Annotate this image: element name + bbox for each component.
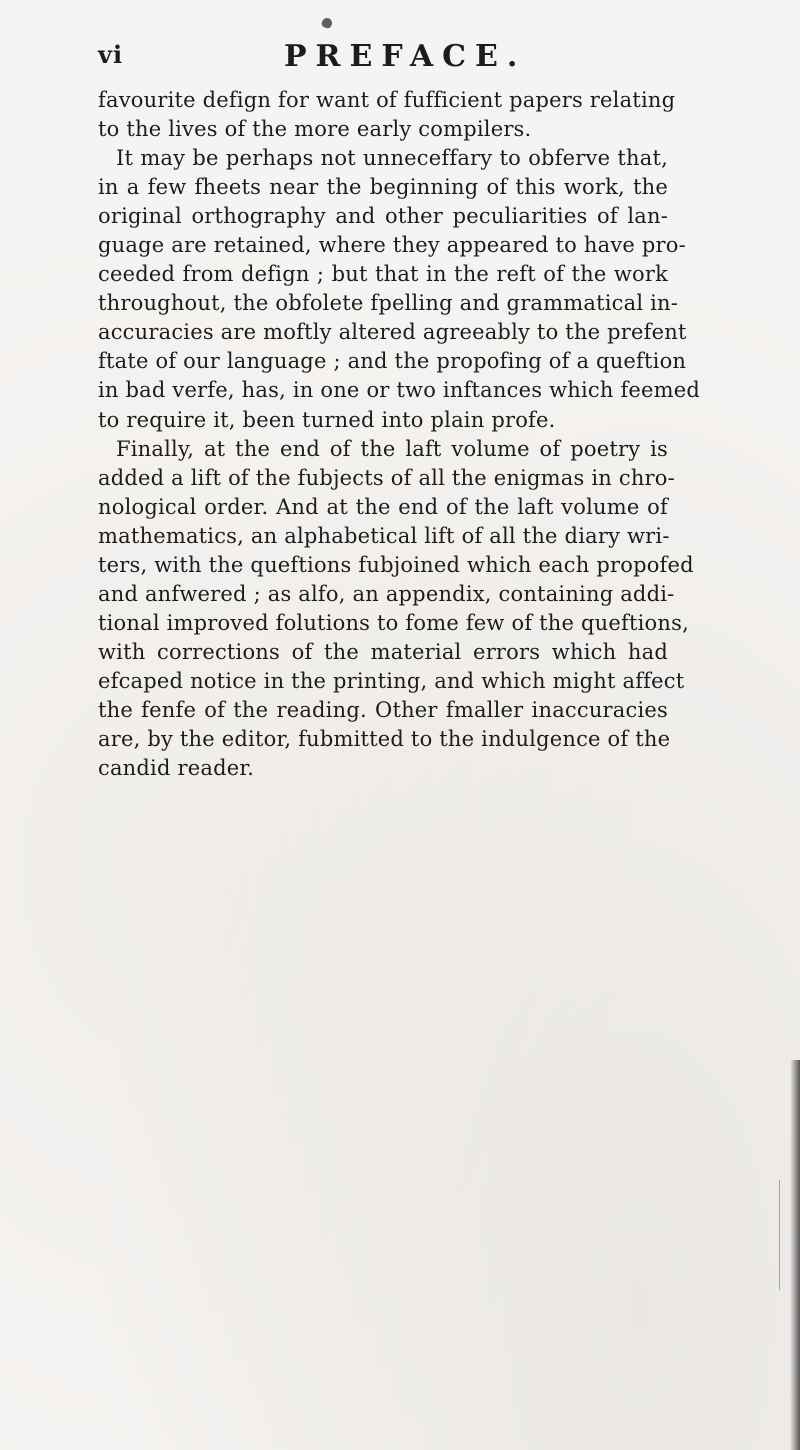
text-line: nological order. And at the end of the laft volume of — [98, 494, 668, 519]
text-line: tional improved folutions to fome few of the queftions, — [98, 610, 689, 635]
text-line: mathematics, an alphabetical lift of all the diary wri- — [98, 523, 670, 548]
text-line: added a lift of the fubjects of all the enigmas in chro- — [98, 465, 675, 490]
page-header — [98, 40, 658, 80]
text-line: original orthography and other peculiarities of lan- — [98, 204, 668, 229]
running-title: PREFACE. — [284, 39, 527, 74]
text-line: to require it, been turned into plain profe. — [98, 407, 556, 432]
text-line: efcaped notice in the printing, and which might affect — [98, 668, 685, 693]
text-line: ceeded from defign ; but that in the reft of the work — [98, 262, 668, 287]
preface-text — [98, 86, 701, 783]
text-line: favourite defign for want of fufficient papers relating — [98, 88, 676, 112]
text-line: It may be perhaps not unneceffary to obferve that, — [116, 146, 668, 171]
text-line: are, by the editor, fubmitted to the indulgence of the — [98, 727, 671, 752]
text-line: in a few fheets near the beginning of this work, the — [98, 175, 668, 200]
text-line: ftate of our language ; and the propofing of a queftion — [98, 349, 687, 374]
text-line: and anfwered ; as alfo, an appendix, containing addi- — [98, 581, 675, 606]
text-line: guage are retained, where they appeared to have pro- — [98, 233, 686, 258]
text-line: candid reader. — [98, 756, 255, 781]
text-line: throughout, the obfolete fpelling and grammatical in- — [98, 291, 679, 316]
page-edge-shadow — [790, 1060, 800, 1450]
text-line: the fenfe of the reading. Other fmaller inaccuracies — [98, 697, 668, 722]
text-line: to the lives of the more early compilers. — [98, 117, 532, 142]
page-edge-line — [779, 1180, 780, 1290]
text-line: in bad verfe, has, in one or two inftances which feemed — [98, 378, 701, 403]
text-line: ters, with the queftions fubjoined which each propofed — [98, 552, 694, 577]
printer-ornament-icon — [321, 17, 334, 30]
page-number: vi — [98, 40, 124, 69]
text-line: accuracies are moftly altered agreeably to the prefent — [98, 320, 687, 345]
text-line: Finally, at the end of the laft volume of poetry is — [116, 436, 668, 461]
text-line: with corrections of the material errors which had — [98, 639, 668, 664]
